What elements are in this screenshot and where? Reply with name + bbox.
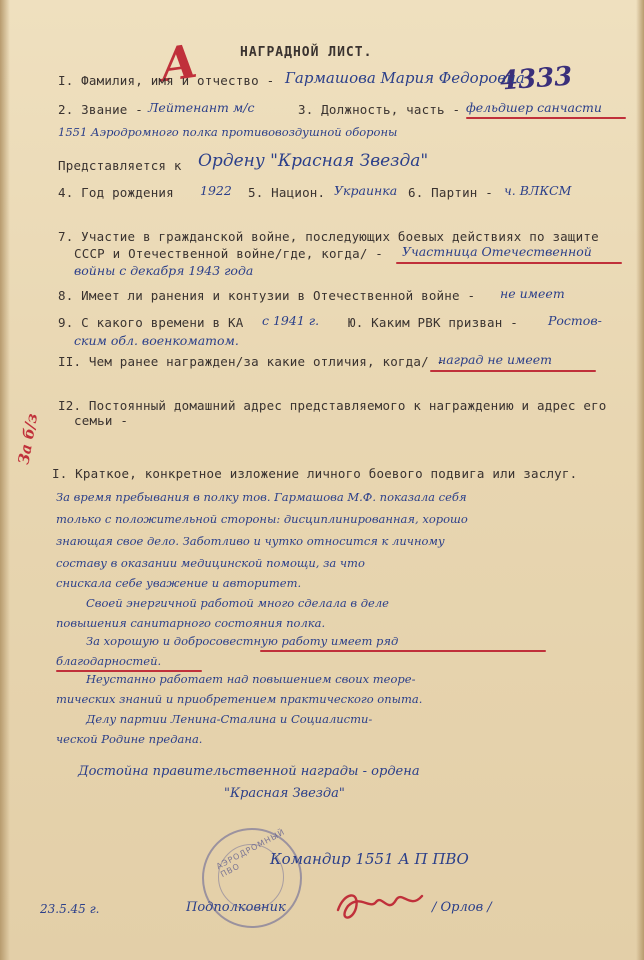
rvk-value-2: ским обл. военкоматом.: [74, 333, 239, 348]
participation-underline: [396, 262, 622, 264]
archive-number: 4333: [499, 61, 574, 97]
signature-date: 23.5.45 г.: [40, 902, 100, 916]
position-value: фельдшер санчасти: [466, 100, 602, 115]
awards-value: наград не имеет: [438, 352, 553, 367]
signer-rank: Подполковник: [186, 900, 286, 915]
awards-underline: [430, 370, 596, 372]
merit-line: повышения санитарного состояния полка.: [56, 616, 326, 630]
unit-value: 1551 Аэродромного полка противовоздушной обороны: [58, 125, 398, 139]
since-value: с 1941 г.: [262, 313, 320, 328]
rvk-value-1: Ростов-: [548, 313, 602, 328]
paper-edge-right: [636, 0, 644, 960]
name-value: Гармашова Мария Федоровна: [285, 69, 525, 87]
participation-value-2: войны с декабря 1943 года: [74, 263, 254, 278]
party-label: 6. Партин -: [408, 185, 493, 200]
merit-section-label: I. Краткое, конкретное изложение личного боевого подвига или заслуг.: [52, 466, 578, 481]
rvk-label: Ю. Каким РВК призван -: [348, 315, 518, 330]
merit-line: Своей энергичной работой много сделала в деле: [86, 596, 389, 610]
awards-label: II. Чем ранее награжден/за какие отличия, когда/ -: [58, 354, 445, 369]
merit-line: За время пребывания в полку тов. Гармашова М.Ф. показала себя: [56, 490, 467, 504]
wounds-label: 8. Имеет ли ранения и контузии в Отечественной войне -: [58, 288, 476, 303]
margin-note: За б/з: [14, 412, 42, 466]
participation-value-1: Участница Отечественной: [402, 244, 592, 259]
merit-line: Делу партии Ленина-Сталина и Социалисти-: [86, 712, 373, 726]
conclusion-line-1: Достойна правительственной награды - ордена: [78, 764, 420, 779]
merit-line: Неустанно работает над повышением своих теоре-: [86, 672, 416, 686]
rank-value: Лейтенант м/с: [148, 100, 255, 115]
document-title: НАГРАДНОЙ ЛИСТ.: [240, 45, 373, 60]
nominated-value: Ордену "Красная Звезда": [198, 151, 429, 171]
handwritten-signature: [330, 880, 430, 930]
stamp-text: АЭРОДРОМНЫЙ ПВО: [214, 827, 287, 880]
merit-underline: [260, 650, 546, 652]
address-label-1: I2. Постоянный домашний адрес представляемого к награждению и адрес его: [58, 398, 607, 413]
party-value: ч. ВЛКСМ: [504, 183, 572, 198]
merit-line: благодарностей.: [56, 654, 162, 668]
merit-line: снискала себе уважение и авторитет.: [56, 576, 302, 590]
participation-label-1: 7. Участие в гражданской войне, последующих боевых действиях по защите: [58, 229, 599, 244]
commander-title: Командир 1551 А П ПВО: [270, 850, 469, 868]
nation-value: Украинка: [334, 183, 398, 198]
merit-line: За хорошую и добросовестную работу имеет ряд: [86, 634, 399, 648]
rank-label: 2. Звание -: [58, 102, 143, 117]
merit-line: составу в оказании медицинской помощи, за что: [56, 556, 365, 570]
nation-label: 5. Национ.: [248, 185, 326, 200]
since-label: 9. С какого времени в КА: [58, 315, 244, 330]
nominated-label: Представляется к: [58, 158, 182, 173]
margin-mark-top: А: [156, 33, 202, 93]
name-label: I. Фамилия, имя и отчество -: [58, 73, 275, 88]
merit-line: тических знаний и приобретением практического опыта.: [56, 692, 423, 706]
position-label: 3. Должность, часть -: [298, 102, 461, 117]
merit-line: только с положительной стороны: дисциплинированная, хорошо: [56, 512, 468, 526]
address-label-2: семьи -: [74, 413, 129, 428]
paper-edge-left: [0, 0, 10, 960]
birth-label: 4. Год рождения: [58, 185, 174, 200]
participation-label-2: СССР и Отечественной войне/где, когда/ -: [74, 246, 384, 261]
signer-name: / Орлов /: [432, 900, 492, 915]
position-underline: [466, 117, 626, 119]
birth-value: 1922: [200, 183, 232, 198]
wounds-value: не имеет: [500, 286, 565, 301]
conclusion-line-2: "Красная Звезда": [224, 786, 345, 801]
merit-line: ческой Родине предана.: [56, 732, 203, 746]
merit-line: знающая свое дело. Заботливо и чутко относится к личному: [56, 534, 445, 548]
